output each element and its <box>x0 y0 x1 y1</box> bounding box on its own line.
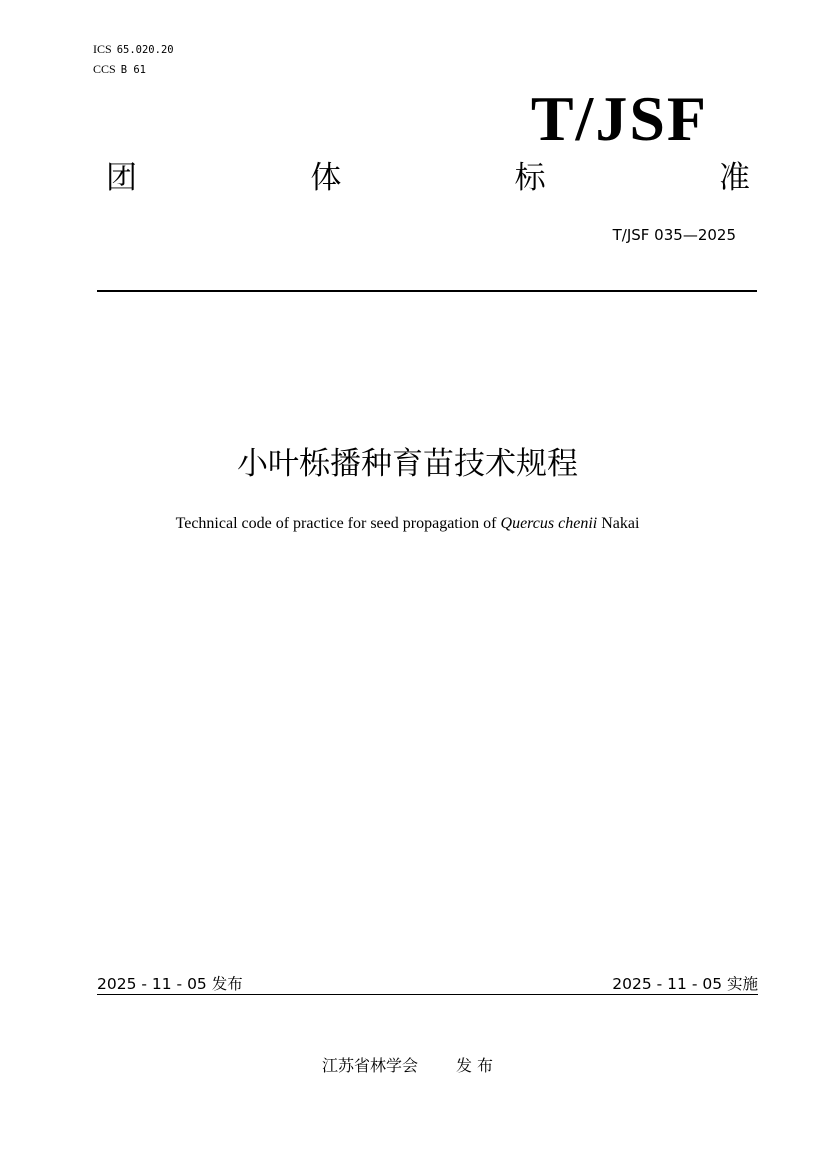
kind-char-2: 体 <box>310 160 342 196</box>
ics-label: ICS <box>93 42 112 56</box>
classification-codes <box>93 40 174 80</box>
ccs-line <box>93 60 174 80</box>
title-english-species: Quercus chenii <box>500 515 598 532</box>
title-english-suffix: Nakai <box>597 515 640 532</box>
ics-value: 65.020.20 <box>116 44 174 56</box>
title-english <box>0 515 815 533</box>
kind-char-4: 准 <box>718 160 750 196</box>
standard-logo: T/JSF <box>530 83 708 154</box>
kind-char-3: 标 <box>514 160 546 196</box>
standard-number: T/JSF 035—2025 <box>612 226 736 244</box>
title-english-prefix: Technical code of practice for seed propagation of <box>175 515 501 532</box>
ics-line <box>93 40 174 60</box>
issuer-name: 江苏省林学会 <box>321 1056 418 1075</box>
bottom-divider <box>97 994 758 995</box>
ccs-value: B 61 <box>120 64 146 76</box>
ccs-label: CCS <box>93 62 116 76</box>
top-divider <box>97 290 757 292</box>
title-chinese: 小叶栎播种育苗技术规程 <box>237 446 578 482</box>
kind-char-1: 团 <box>106 160 137 196</box>
publish-date: 2025 - 11 - 05 发布 <box>97 975 243 993</box>
standard-kind <box>106 158 750 198</box>
issuer-action: 发 布 <box>455 1056 494 1075</box>
issuer-line <box>0 1053 815 1076</box>
implement-date: 2025 - 11 - 05 实施 <box>612 975 758 993</box>
